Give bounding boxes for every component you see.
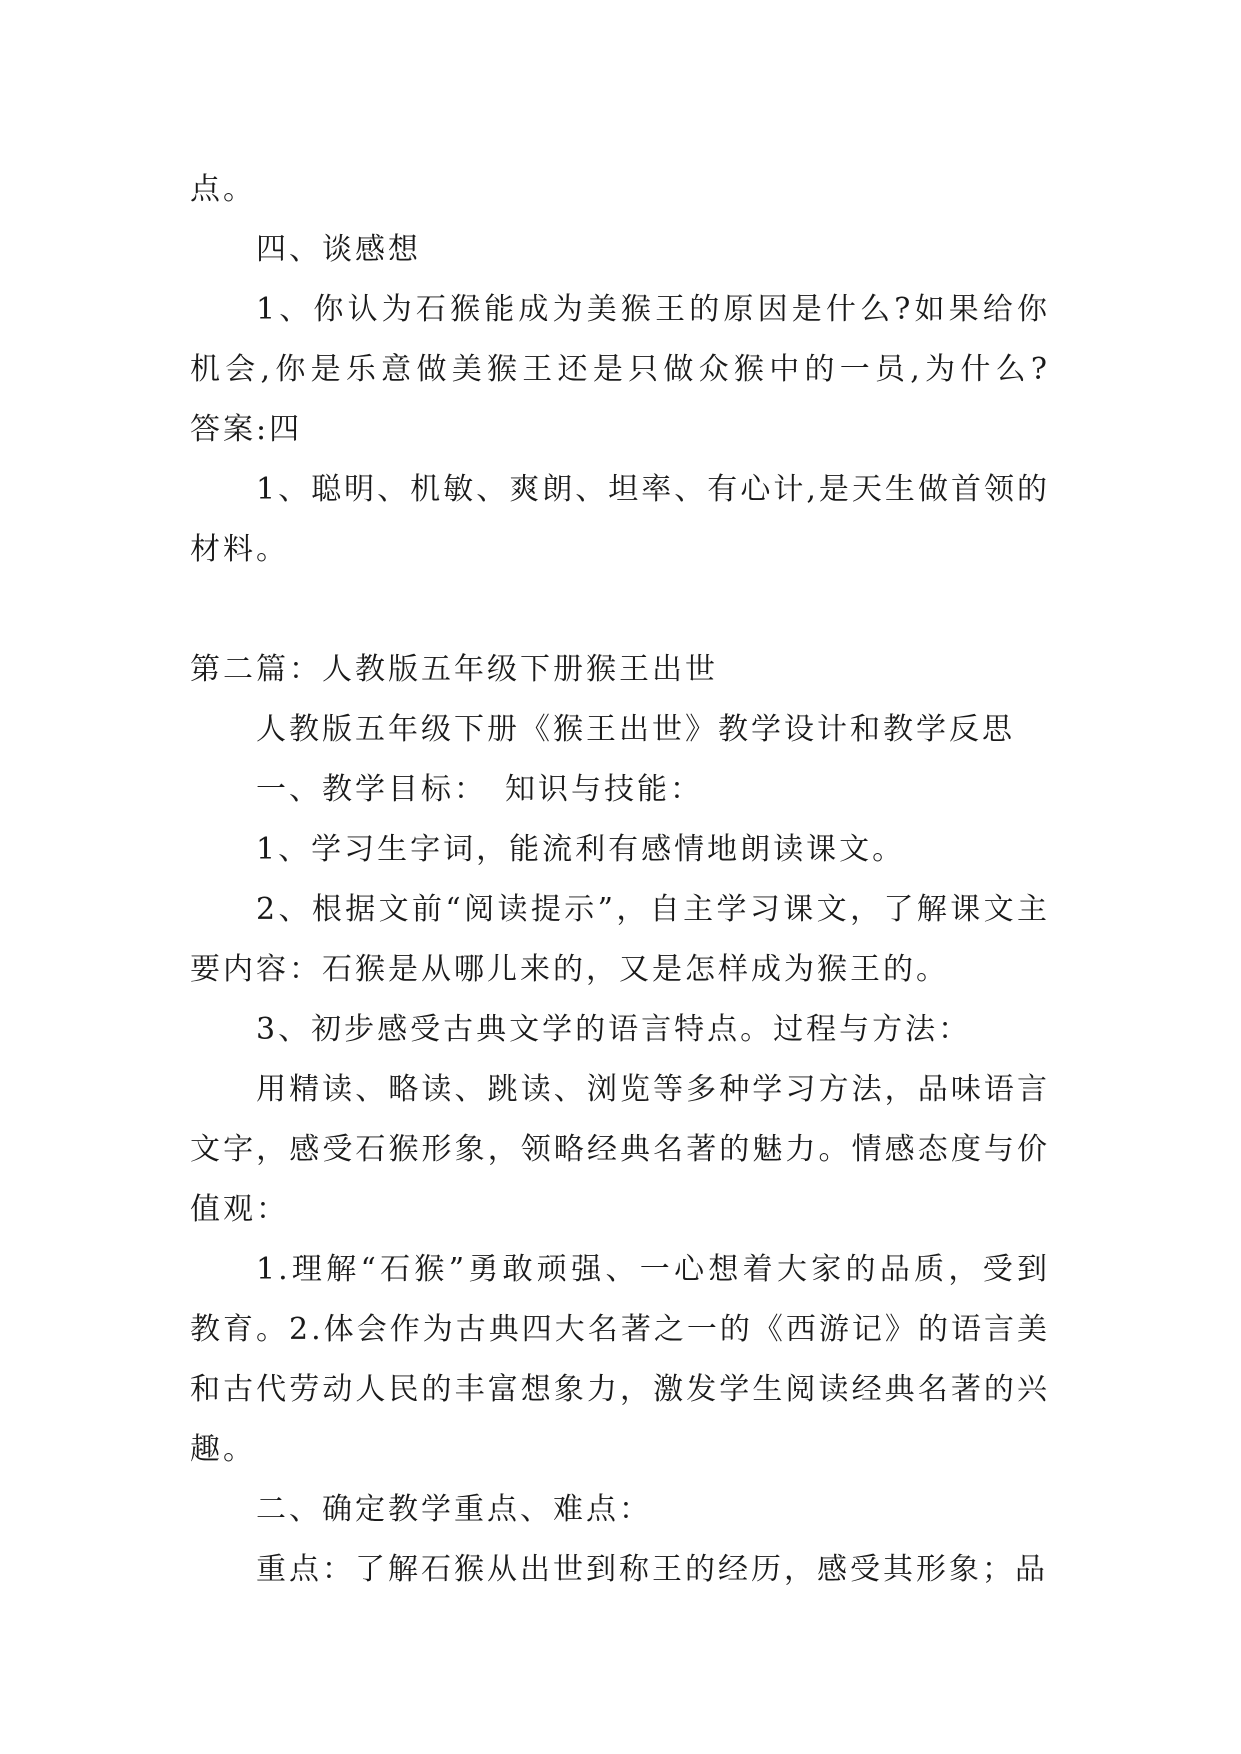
document-body	[190, 160, 1083, 1600]
paragraph-gap	[190, 580, 1050, 640]
chapter-title: 第二篇：人教版五年级下册猴王出世	[190, 652, 718, 687]
section-heading-teaching-goals: 一、教学目标： 知识与技能：	[256, 772, 703, 807]
document-subtitle: 人教版五年级下册《猴王出世》教学设计和教学反思	[256, 712, 1015, 747]
question-paragraph: 1、你认为石猴能成为美猴王的原因是什么?如果给你机会,你是乐意做美猴王还是只做众猴中的一员,为什么? 答案:四	[190, 292, 1083, 447]
goal-item-1: 1、学习生字词，能流利有感情地朗读课文。	[256, 832, 906, 867]
process-method-paragraph: 用精读、略读、跳读、浏览等多种学习方法，品味语言文字，感受石猴形象，领略经典名著的魅力。情感态度与价值观：	[190, 1072, 1050, 1227]
goal-item-2: 2、根据文前“阅读提示”，自主学习课文，了解课文主要内容：石猴是从哪儿来的，又是怎样成为猴王的。	[190, 892, 1050, 987]
paragraph-continuation: 点。	[190, 172, 256, 207]
answer-paragraph: 1、聪明、机敏、爽朗、坦率、有心计,是天生做首领的材料。	[190, 472, 1050, 567]
key-point-paragraph: 重点：了解石猴从出世到称王的经历，感受其形象；品	[256, 1552, 1048, 1587]
values-paragraph: 1.理解“石猴”勇敢顽强、一心想着大家的品质，受到教育。2.体会作为古典四大名著之一的《西游记》的语言美和古代劳动人民的丰富想象力，激发学生阅读经典名著的兴趣。	[190, 1252, 1050, 1467]
section-heading-key-points: 二、确定教学重点、难点：	[256, 1492, 652, 1527]
goal-item-3: 3、初步感受古典文学的语言特点。过程与方法：	[256, 1012, 972, 1047]
section-heading-talk-feelings: 四、谈感想	[256, 232, 421, 267]
